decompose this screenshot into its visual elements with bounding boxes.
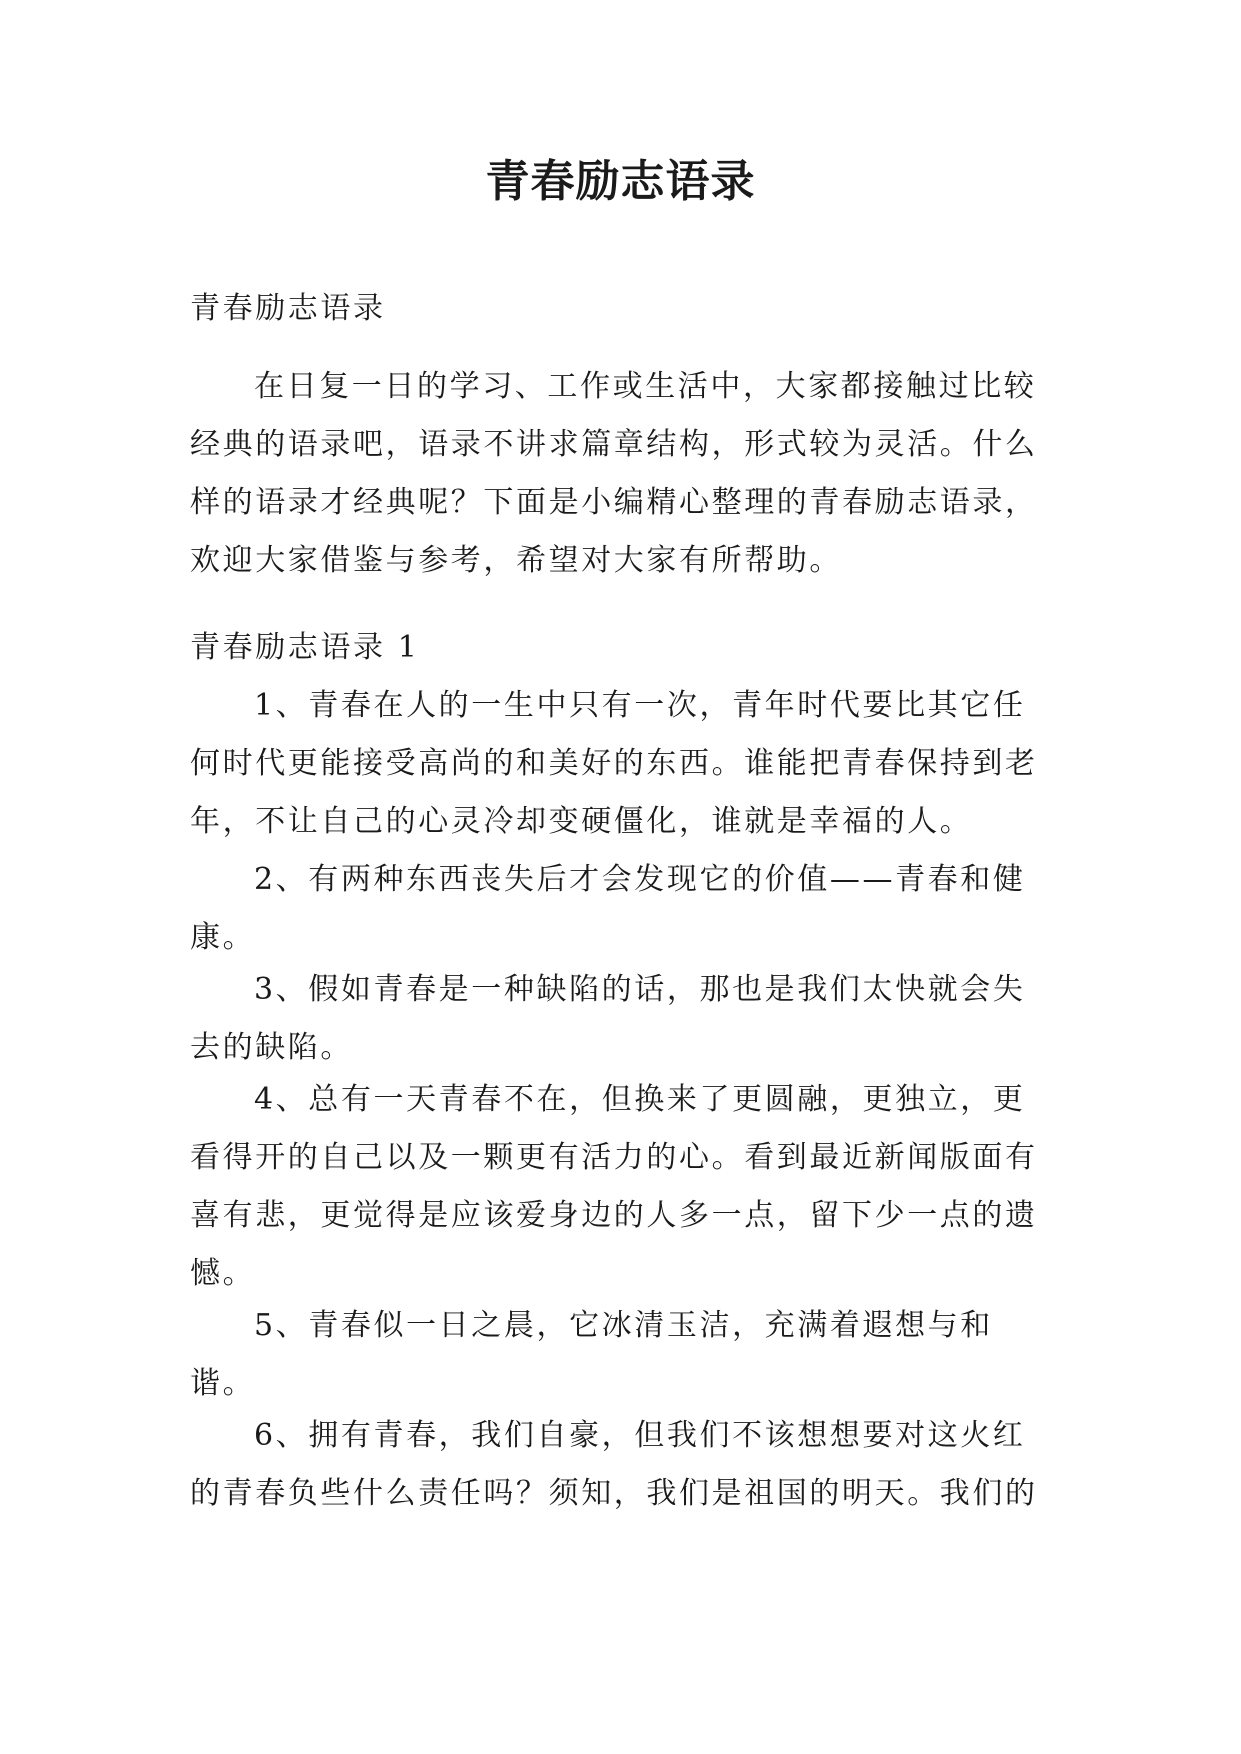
intro-paragraph: 在日复一日的学习、工作或生活中，大家都接触过比较经典的语录吧，语录不讲求篇章结构，形式较为灵活。什么样的语录才经典呢？下面是小编精心整理的青春励志语录，欢迎大家借鉴与参考，希望对大家有所帮助。 — [190, 369, 1038, 578]
quote-item: 4、总有一天青春不在，但换来了更圆融，更独立，更看得开的自己以及一颗更有活力的心。看到最近新闻版面有喜有悲，更觉得是应该爱身边的人多一点，留下少一点的遗憾。 — [190, 1082, 1038, 1291]
quote-item: 3、假如青春是一种缺陷的话，那也是我们太快就会失去的缺陷。 — [190, 972, 1026, 1065]
section-title: 青春励志语录 1 — [190, 630, 420, 665]
document-title: 青春励志语录 — [485, 156, 756, 207]
quote-item: 5、青春似一日之晨，它冰清玉洁，充满着遐想与和谐。 — [190, 1308, 993, 1401]
quote-item: 2、有两种东西丧失后才会发现它的价值——青春和健康。 — [190, 862, 1026, 955]
quote-item: 1、青春在人的一生中只有一次，青年时代要比其它任何时代更能接受高尚的和美好的东西。谁能把青春保持到老年，不让自己的心灵冷却变硬僵化，谁就是幸福的人。 — [190, 688, 1038, 839]
document-heading: 青春励志语录 — [190, 291, 386, 326]
quote-item: 6、拥有青春，我们自豪，但我们不该想想要对这火红的青春负些什么责任吗？须知，我们是祖国的明天。我们的 — [190, 1418, 1038, 1511]
quote-list — [190, 688, 1056, 1523]
